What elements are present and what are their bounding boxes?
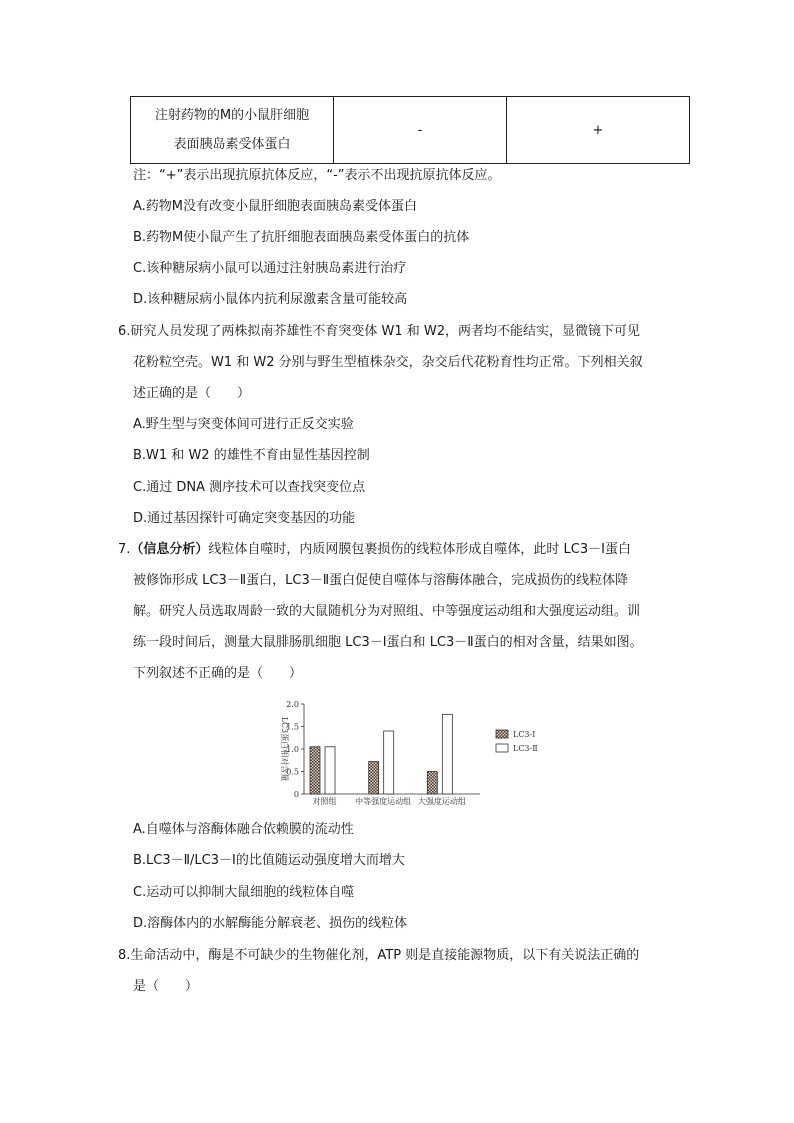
q5-option-d: D.该种糖尿病小鼠体内抗利尿激素含量可能较高 (133, 292, 408, 307)
q7-option-b: B.LC3－Ⅱ/LC3－Ⅰ的比值随运动强度增大而增大 (133, 853, 405, 868)
q6-stem-line3: 述正确的是（ ） (133, 386, 251, 401)
q6-option-c: C.通过 DNA 测序技术可以查找突变位点 (133, 480, 366, 495)
q5-option-b: B.药物M使小鼠产生了抗肝细胞表面胰岛素受体蛋白的抗体 (133, 230, 470, 245)
table-row-label (131, 97, 334, 164)
y-tick-label: 0 (293, 790, 299, 799)
bar-LC3-Ⅰ-大强度运动组 (427, 772, 437, 795)
y-tick-label: 1.5 (286, 722, 299, 732)
legend-label: LC3-Ⅱ (513, 744, 538, 753)
y-axis-label: LC3蛋白相对含量 (280, 716, 289, 782)
q5-option-a: A.药物M没有改变小鼠肝细胞表面胰岛素受体蛋白 (133, 199, 418, 214)
row-label-line1: 注射药物的M的小鼠肝细胞 (154, 108, 310, 123)
table-cell-col3: + (507, 97, 690, 164)
q7-number: 7. (118, 542, 131, 557)
bar-LC3-Ⅱ-中等强度运动组 (384, 731, 394, 794)
q7-line1-text: 线粒体自噬时，内质网膜包裹损伤的线粒体形成自噬体，此时 LC3－Ⅰ蛋白 (208, 542, 631, 557)
table-note: 注：“+”表示出现抗原抗体反应，“-”表示不出现抗原抗体反应。 (133, 168, 501, 183)
q7-stem-line1 (118, 540, 631, 560)
y-tick-label: 1.0 (286, 745, 299, 754)
lc3-bar-chart (270, 698, 560, 810)
q5-option-c: C.该种糖尿病小鼠可以通过注射胰岛素进行治疗 (133, 261, 407, 276)
bar-LC3-Ⅰ-对照组 (310, 747, 320, 794)
legend-swatch (496, 730, 508, 738)
q6-stem-line1: 6.研究人员发现了两株拟南芥雄性不育突变体 W1 和 W2，两者均不能结实，显微镜下可见 (118, 324, 641, 339)
q7-stem-line4: 练一段时间后，测量大鼠腓肠肌细胞 LC3－Ⅰ蛋白和 LC3－Ⅱ蛋白的相对含量，结果如图。 (133, 635, 643, 650)
row-label-line2: 表面胰岛素受体蛋白 (173, 137, 291, 152)
q8-stem-line1: 8.生命活动中，酶是不可缺少的生物催化剂，ATP 则是直接能源物质，以下有关说法正确的 (118, 948, 640, 963)
q6-option-d: D.通过基因探针可确定突变基因的功能 (133, 511, 356, 526)
q6-stem-line2: 花粉粒空壳。W1 和 W2 分别与野生型植株杂交，杂交后代花粉育性均正常。下列相关叙 (133, 355, 643, 370)
bar-LC3-Ⅱ-大强度运动组 (442, 714, 452, 794)
legend-swatch (496, 744, 508, 752)
q7-stem-line2: 被修饰形成 LC3－Ⅱ蛋白，LC3－Ⅱ蛋白促使自噬体与溶酶体融合，完成损伤的线粒体降 (133, 573, 629, 588)
bar-LC3-Ⅰ-中等强度运动组 (369, 762, 379, 794)
x-tick-label: 大强度运动组 (417, 797, 466, 806)
q7-stem-line5: 下列叙述不正确的是（ ） (133, 666, 303, 681)
bar-LC3-Ⅱ-对照组 (325, 747, 335, 794)
results-table (130, 96, 690, 164)
q7-stem-line3: 解。研究人员选取周龄一致的大鼠随机分为对照组、中等强度运动组和大强度运动组。训 (133, 604, 641, 619)
table-cell-col2: - (334, 97, 507, 164)
y-tick-label: 2.0 (286, 700, 299, 709)
q8-stem-line2: 是（ ） (133, 979, 199, 994)
q6-option-a: A.野生型与突变体间可进行正反交实验 (133, 417, 354, 432)
table-row (131, 97, 690, 164)
q7-option-a: A.自噬体与溶酶体融合依赖膜的流动性 (133, 822, 354, 837)
x-tick-label: 中等强度运动组 (355, 797, 412, 806)
y-tick-label: 0.5 (286, 767, 299, 777)
legend-label: LC3-Ⅰ (513, 730, 536, 739)
q6-option-b: B.W1 和 W2 的雄性不育由显性基因控制 (133, 448, 370, 463)
q7-option-d: D.溶酶体内的水解酶能分解衰老、损伤的线粒体 (133, 916, 408, 931)
q7-option-c: C.运动可以抑制大鼠细胞的线粒体自噬 (133, 885, 355, 900)
q7-tag: （信息分析） (130, 542, 209, 557)
x-tick-label: 对照组 (312, 797, 337, 806)
